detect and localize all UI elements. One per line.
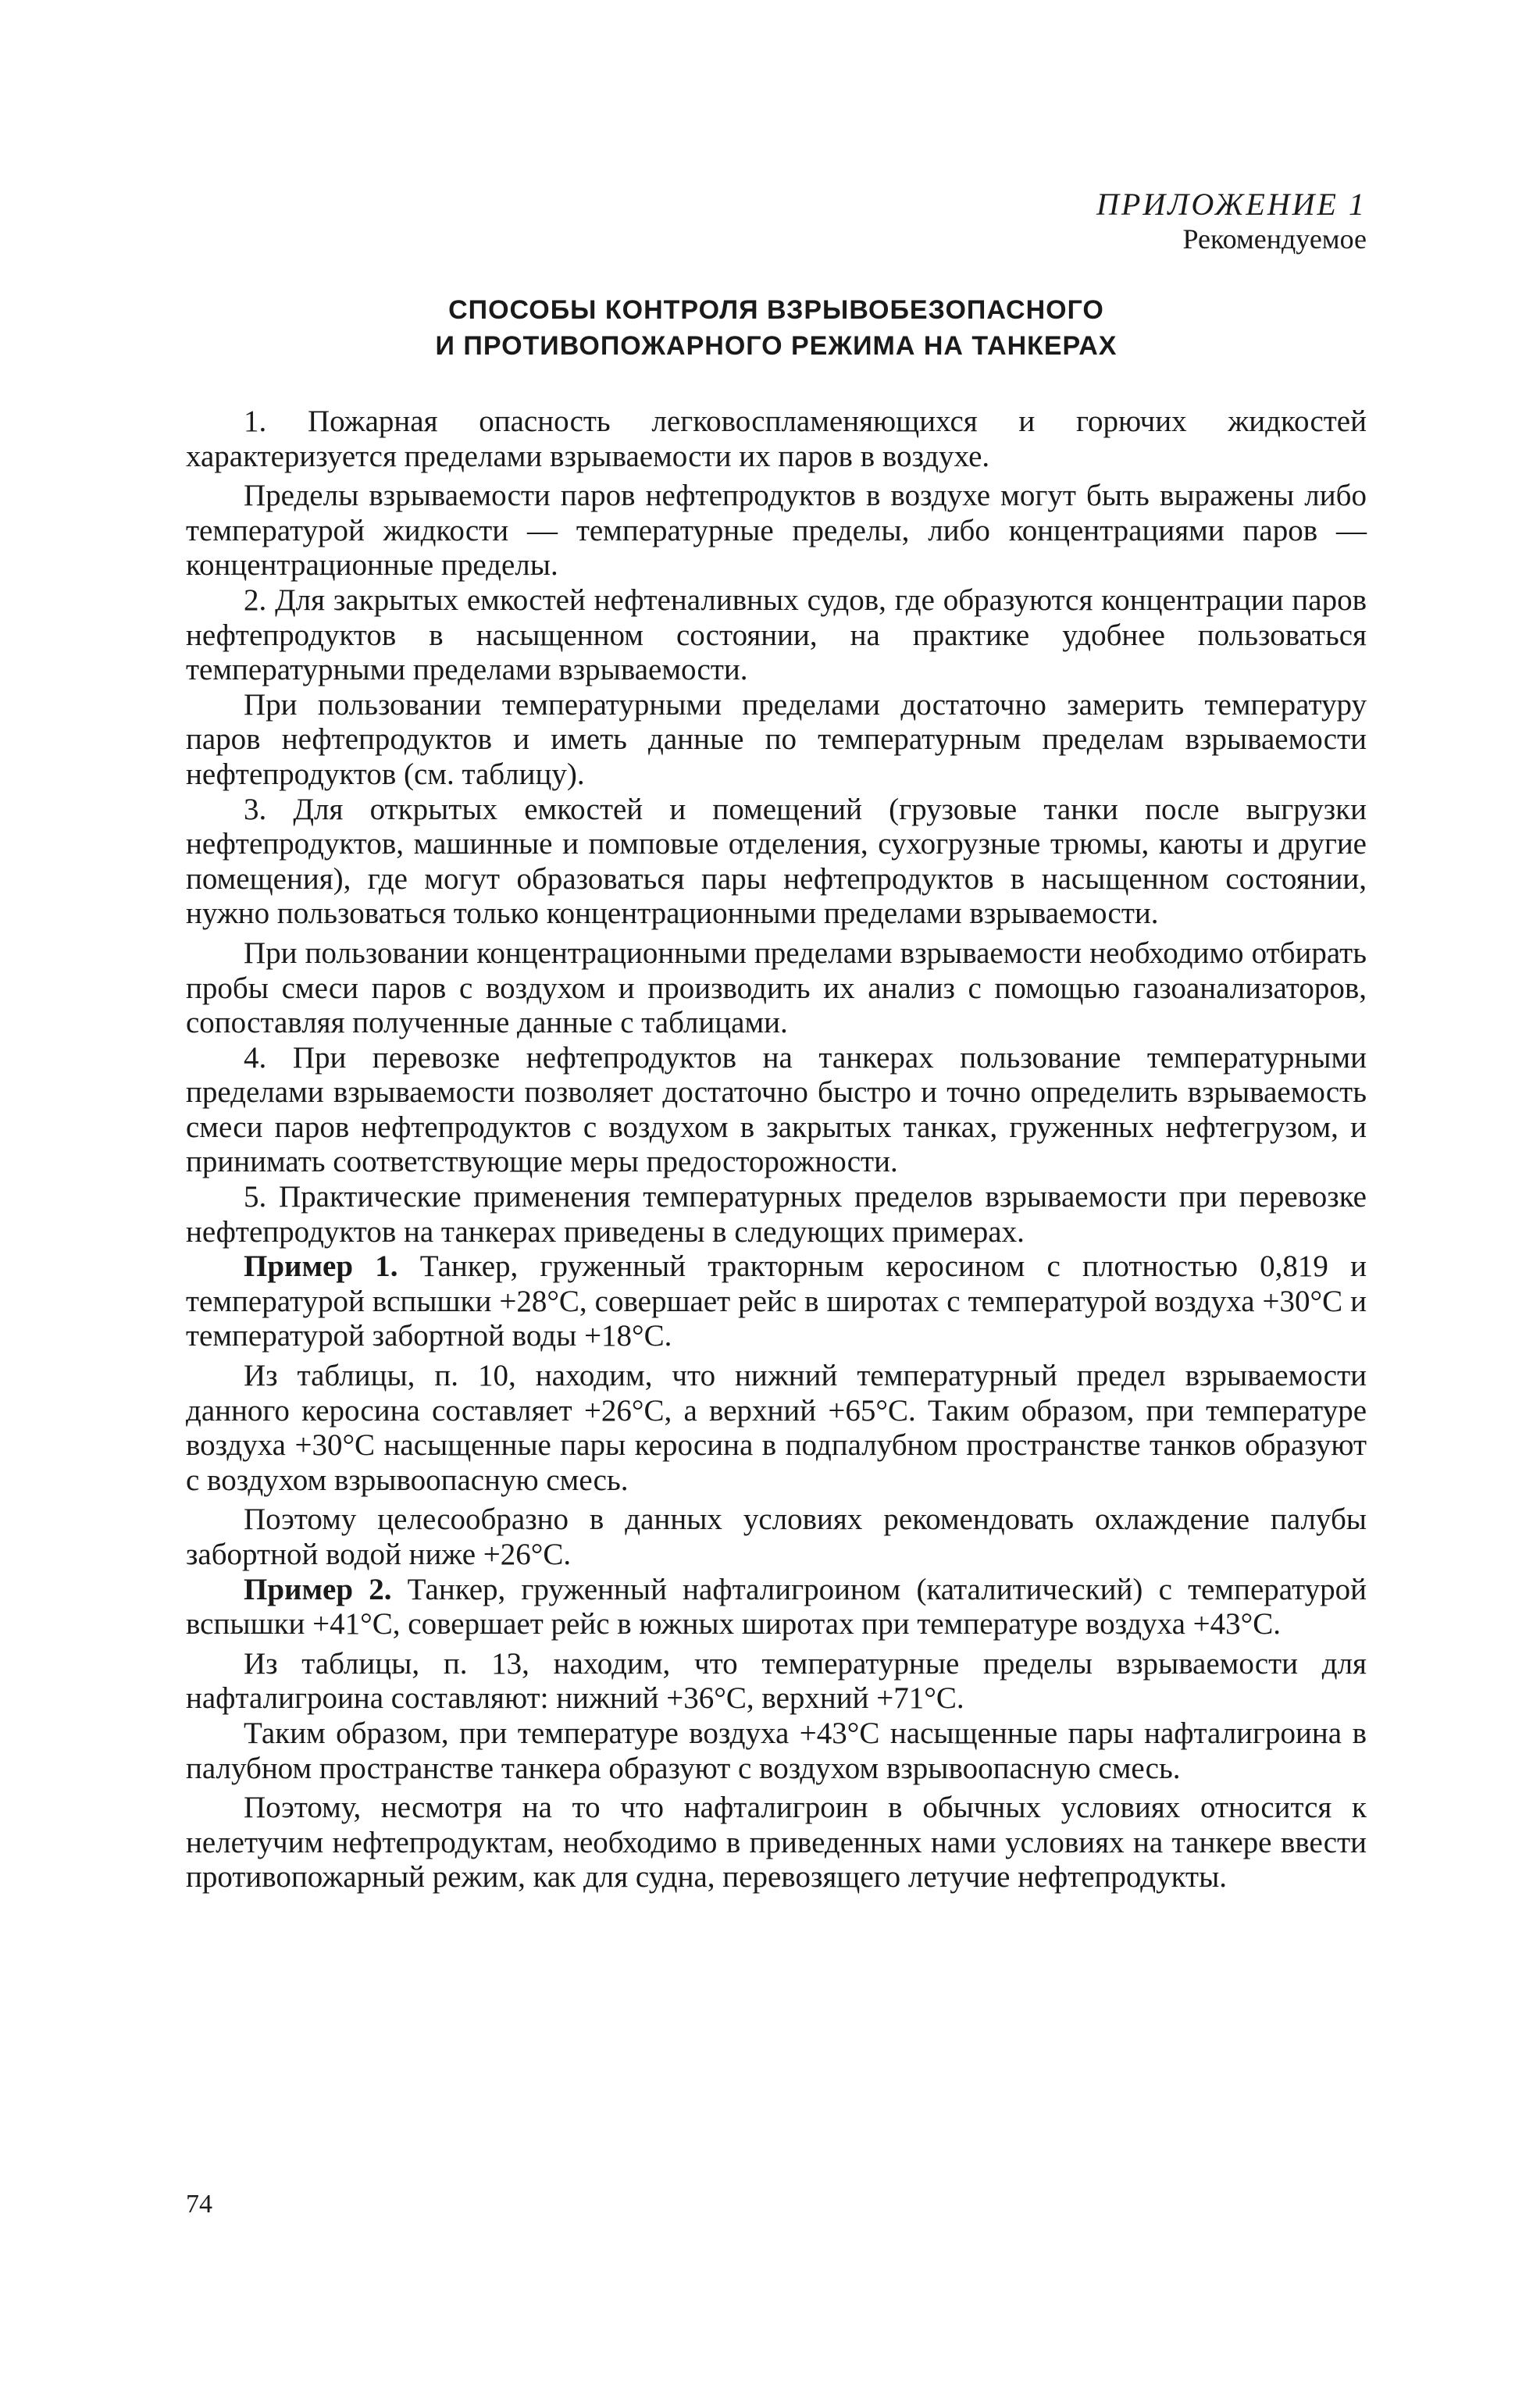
paragraph-3: 2. Для закрытых емкостей нефтеналивных судов, где образуются концентрации паров нефтепродуктов в насыщенном состоянии, на практике удобнее пользоваться температурными пределами взрываемости. bbox=[186, 583, 1367, 687]
appendix-header bbox=[186, 187, 1367, 256]
example-2 bbox=[186, 1573, 1367, 1642]
example-1 bbox=[186, 1249, 1367, 1354]
paragraph-2: Пределы взрываемости паров нефтепродуктов в воздухе могут быть выражены либо температурой жидкости — температурные пределы, либо концентрациями паров — концентрационные пределы. bbox=[186, 479, 1367, 583]
page-number: 74 bbox=[186, 2190, 212, 2219]
paragraph-6: При пользовании концентрационными пределами взрываемости необходимо отбирать пробы смеси паров с воздухом и производить их анализ с помощью газоанализаторов, сопоставляя полученные данные с таблицами. bbox=[186, 936, 1367, 1040]
paragraph-12: Таким образом, при температуре воздуха +43°С насыщенные пары нафталигроина в палубном пространстве танкера образуют с воздухом взрывоопасную смесь. bbox=[186, 1716, 1367, 1785]
paragraph-11: Из таблицы, п. 13, находим, что температурные пределы взрываемости для нафталигроина составляют: нижний +36°С, верхний +71°С. bbox=[186, 1646, 1367, 1716]
paragraph-13: Поэтому, несмотря на то что нафталигроин в обычных условиях относится к нелетучим нефтепродуктам, необходимо в приведенных нами условиях на танкере ввести противопожарный режим, как для судна, перевозящего летучие нефтепродукты. bbox=[186, 1791, 1367, 1895]
appendix-title: ПРИЛОЖЕНИЕ 1 bbox=[1096, 187, 1367, 222]
document-page bbox=[186, 187, 1367, 1895]
body-text bbox=[186, 405, 1367, 1895]
heading-line-1: СПОСОБЫ КОНТРОЛЯ ВЗРЫВОБЕЗОПАСНОГО bbox=[448, 295, 1104, 325]
paragraph-10: Поэтому целесообразно в данных условиях рекомендовать охлаждение палубы забортной водой ниже +26°С. bbox=[186, 1502, 1367, 1571]
example-2-text: Танкер, груженный нафталигроином (каталитический) с температурой вспышки +41°С, совершает рейс в южных широтах при температуре воздуха +43°С. bbox=[186, 1572, 1367, 1642]
example-2-label: Пример 2. bbox=[244, 1572, 392, 1606]
paragraph-1: 1. Пожарная опасность легковоспламеняющихся и горючих жидкостей характеризуется пределами взрываемости их паров в воздухе. bbox=[186, 405, 1367, 473]
appendix-subtitle: Рекомендуемое bbox=[1182, 223, 1367, 255]
paragraph-8: 5. Практические применения температурных пределов взрываемости при перевозке нефтепродуктов на танкерах приведены в следующих примерах. bbox=[186, 1180, 1367, 1249]
paragraph-7: 4. При перевозке нефтепродуктов на танкерах пользование температурными пределами взрываемости позволяет достаточно быстро и точно определить взрываемость смеси паров нефтепродуктов с воздухом в закрытых танках, груженных нефтегрузом, и принимать соответствующие меры предосторожности. bbox=[186, 1040, 1367, 1179]
paragraph-5: 3. Для открытых емкостей и помещений (грузовые танки после выгрузки нефтепродуктов, машинные и помповые отделения, сухогрузные трюмы, каюты и другие помещения), где могут образоваться пары нефтепродуктов в насыщенном состоянии, нужно пользоваться только концентрационными пределами взрываемости. bbox=[186, 792, 1367, 931]
section-heading bbox=[186, 292, 1367, 364]
paragraph-4: При пользовании температурными пределами достаточно замерить температуру паров нефтепродуктов и иметь данные по температурным пределам взрываемости нефтепродуктов (см. таблицу). bbox=[186, 687, 1367, 791]
example-1-text: Танкер, груженный тракторным керосином с плотностью 0,819 и температурой вспышки +28°С, совершает рейс в широтах с температурой воздуха +30°С и температурой забортной воды +18°С. bbox=[186, 1249, 1367, 1353]
example-1-label: Пример 1. bbox=[244, 1249, 398, 1284]
heading-line-2: И ПРОТИВОПОЖАРНОГО РЕЖИМА НА ТАНКЕРАХ bbox=[435, 331, 1118, 361]
paragraph-9: Из таблицы, п. 10, находим, что нижний температурный предел взрываемости данного керосина составляет +26°С, а верхний +65°С. Таким образом, при температуре воздуха +30°С насыщенные пары керосина в подпалубном пространстве танков образуют с воздухом взрывоопасную смесь. bbox=[186, 1359, 1367, 1497]
